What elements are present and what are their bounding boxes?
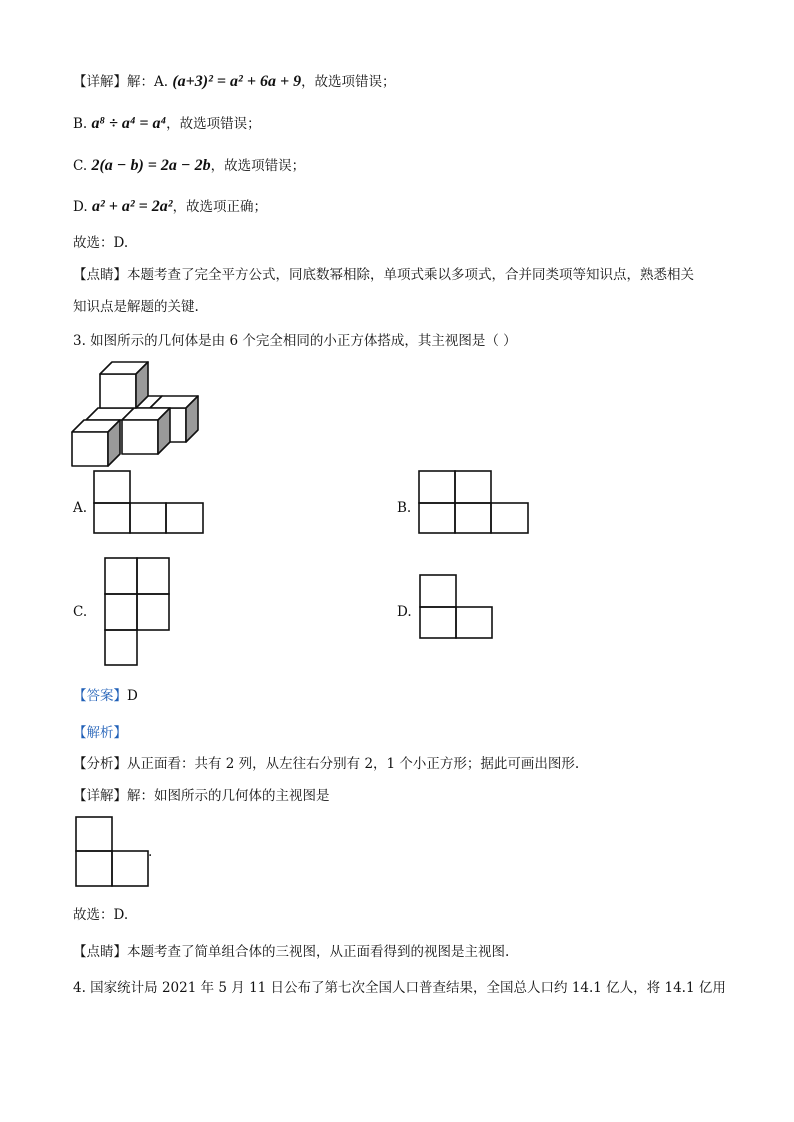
q2-comment-line1: 【点睛】本题考查了完全平方公式，同底数幂相除，单项式乘以多项式，合并同类项等知识点，熟悉相关 (73, 267, 694, 283)
q2-detail-c-line: C. 2(a − b) = 2a − 2b，故选项错误； (73, 157, 306, 174)
q2-detail-b-line: B. a⁸ ÷ a⁴ = a⁴，故选项错误； (73, 115, 261, 132)
cube-solid-figure (70, 362, 200, 468)
option-a-figure[interactable] (93, 470, 205, 534)
q3-detail: 【详解】解：如图所示的几何体的主视图是 (73, 788, 330, 804)
q3-comment: 【点睛】本题考查了简单组合体的三视图，从正面看得到的视图是主视图. (73, 944, 510, 960)
q3-answer (73, 686, 138, 706)
q3-analysis-tag: 【解析】 (73, 725, 127, 741)
q3-analysis: 【分析】从正面看：共有 2 列，从左往右分别有 2，1 个小正方形；据此可画出图形. (73, 756, 580, 772)
option-a-label[interactable]: A. (73, 500, 88, 516)
formula-b: a⁸ ÷ a⁴ = a⁴ (91, 115, 167, 132)
q2-detail-d-line: D. a² + a² = 2a²，故选项正确； (73, 198, 268, 215)
q3-solution-figure (75, 816, 149, 888)
q3-choose: 故选：D. (73, 907, 129, 923)
option-c-label[interactable]: C. (73, 604, 88, 620)
answer-tag: 【答案】 (73, 688, 127, 704)
q2-detail-a-line: 【详解】解：A. (a+3)² = a² + 6a + 9，故选项错误； (73, 73, 396, 90)
q2-comment-line2: 知识点是解题的关键. (73, 299, 199, 315)
option-d-figure[interactable] (419, 574, 495, 640)
comment-tag: 【点睛】 (73, 267, 127, 283)
q4-stem: 4. 国家统计局 2021 年 5 月 11 日公布了第七次全国人口普查结果，全国总人口约 14.1 亿人，将 14.1 亿用 (73, 980, 726, 996)
option-b-figure[interactable] (418, 470, 530, 534)
detail-tag: 【详解】 (73, 74, 127, 90)
answer-value: D (127, 688, 138, 704)
figure-period: . (148, 844, 153, 860)
option-c-figure[interactable] (104, 557, 172, 667)
q2-choose: 故选：D. (73, 235, 129, 251)
option-b-label[interactable]: B. (397, 500, 412, 516)
option-d-label[interactable]: D. (397, 604, 412, 620)
q3-stem: 3. 如图所示的几何体是由 6 个完全相同的小正方体搭成，其主视图是（ ） (73, 333, 517, 349)
formula-d: a² + a² = 2a² (91, 198, 173, 215)
formula-a: (a+3)² = a² + 6a + 9 (172, 73, 302, 90)
formula-c: 2(a − b) = 2a − 2b (91, 157, 211, 174)
